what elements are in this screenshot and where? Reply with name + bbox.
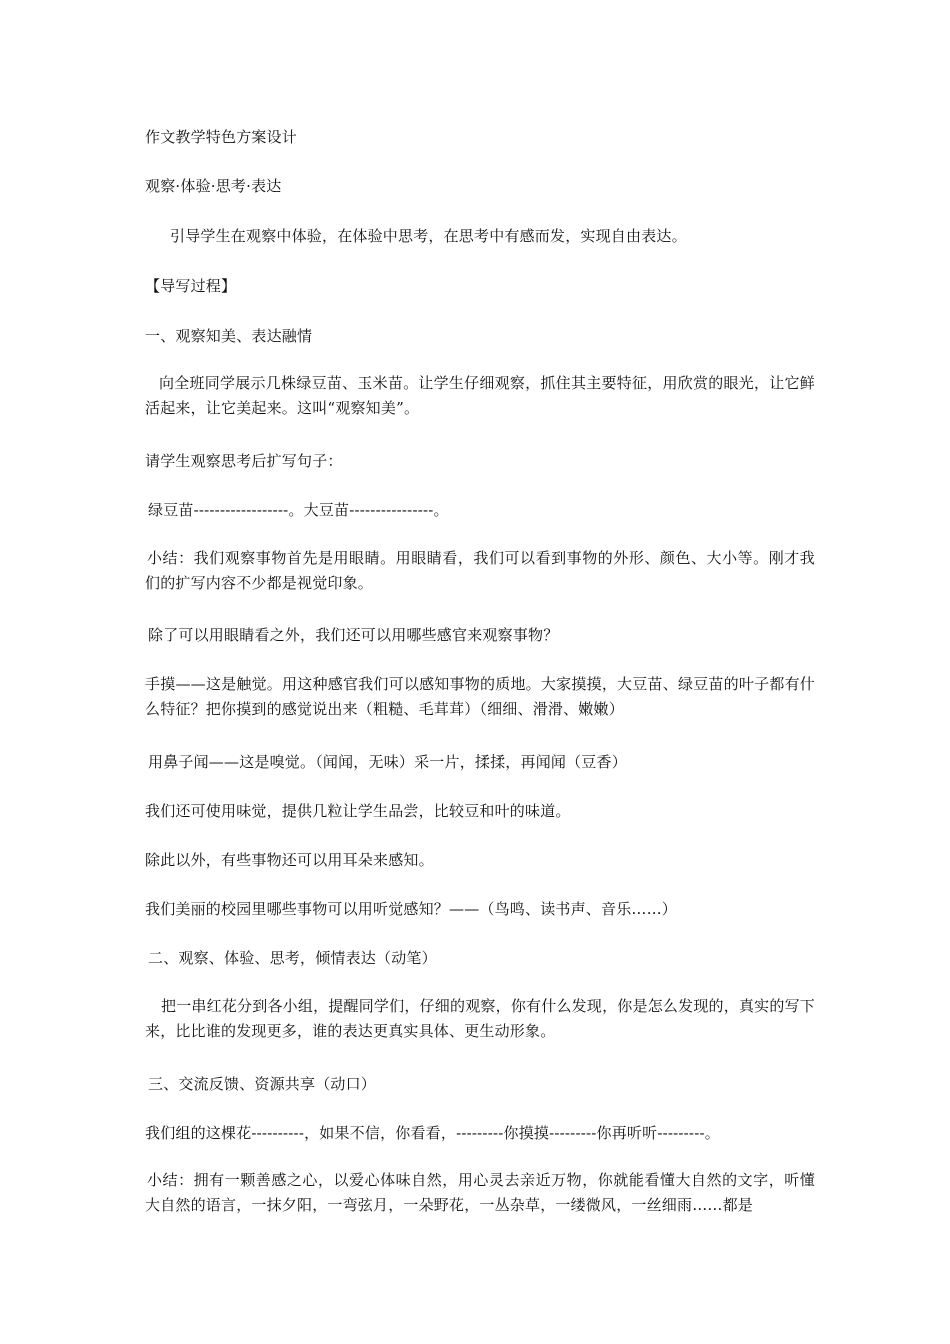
fill-in-line: 绿豆苗------------------。大豆苗----------------。 xyxy=(148,501,449,519)
document-title: 作文教学特色方案设计 xyxy=(145,128,298,146)
document-subtitle: 观察·体验·思考·表达 xyxy=(145,177,282,195)
hearing-line: 除此以外，有些事物还可以用耳朵来感知。 xyxy=(145,851,434,869)
question-line: 除了可以用眼睛看之外，我们还可以用哪些感官来观察事物？ xyxy=(148,626,559,644)
smell-line: 用鼻子闻——这是嗅觉。（闻闻，无味）采一片，揉揉，再闻闻（豆香） xyxy=(148,753,627,771)
section-heading: 【导写过程】 xyxy=(145,277,237,295)
prompt-line: 请学生观察思考后扩写句子： xyxy=(145,452,343,470)
taste-line: 我们还可使用味觉，提供几粒让学生品尝，比较豆和叶的味道。 xyxy=(145,802,571,820)
summary-paragraph-1: 小结：我们观察事物首先是用眼睛。用眼睛看，我们可以看到事物的外形、颜色、大小等。刚才我们的扩写内容不少都是视觉印象。 xyxy=(145,549,815,592)
part3-heading: 三、交流反馈、资源共享（动口） xyxy=(148,1075,377,1093)
intro-paragraph: 引导学生在观察中体验，在体验中思考，在思考中有感而发，实现自由表达。 xyxy=(170,227,687,245)
part1-heading: 一、观察知美、表达融情 xyxy=(145,327,313,345)
part1-paragraph: 向全班同学展示几株绿豆苗、玉米苗。让学生仔细观察，抓住其主要特征，用欣赏的眼光，让它鲜活起来，让它美起来。这叫“观察知美”。 xyxy=(145,374,815,417)
part2-paragraph: 把一串红花分到各小组，提醒同学们，仔细的观察，你有什么发现，你是怎么发现的，真实的写下来，比比谁的发现更多，谁的表达更真实具体、更生动形象。 xyxy=(145,997,815,1040)
template-line: 我们组的这棵花----------，如果不信，你看看，---------你摸摸---------你再听听---------。 xyxy=(145,1124,720,1142)
touch-paragraph: 手摸——这是触觉。用这种感官我们可以感知事物的质地。大家摸摸，大豆苗、绿豆苗的叶子都有什么特征？把你摸到的感觉说出来（粗糙、毛茸茸）（细细、滑滑、嫩嫩） xyxy=(145,675,815,718)
part2-heading: 二、观察、体验、思考，倾情表达（动笔） xyxy=(148,949,437,967)
campus-line: 我们美丽的校园里哪些事物可以用听觉感知？——（鸟鸣、读书声、音乐……） xyxy=(145,900,678,918)
summary-paragraph-2: 小结：拥有一颗善感之心，以爱心体味自然，用心灵去亲近万物，你就能看懂大自然的文字，听懂大自然的语言，一抹夕阳，一弯弦月，一朵野花，一丛杂草，一缕微风，一丝细雨……都是 xyxy=(145,1171,815,1214)
